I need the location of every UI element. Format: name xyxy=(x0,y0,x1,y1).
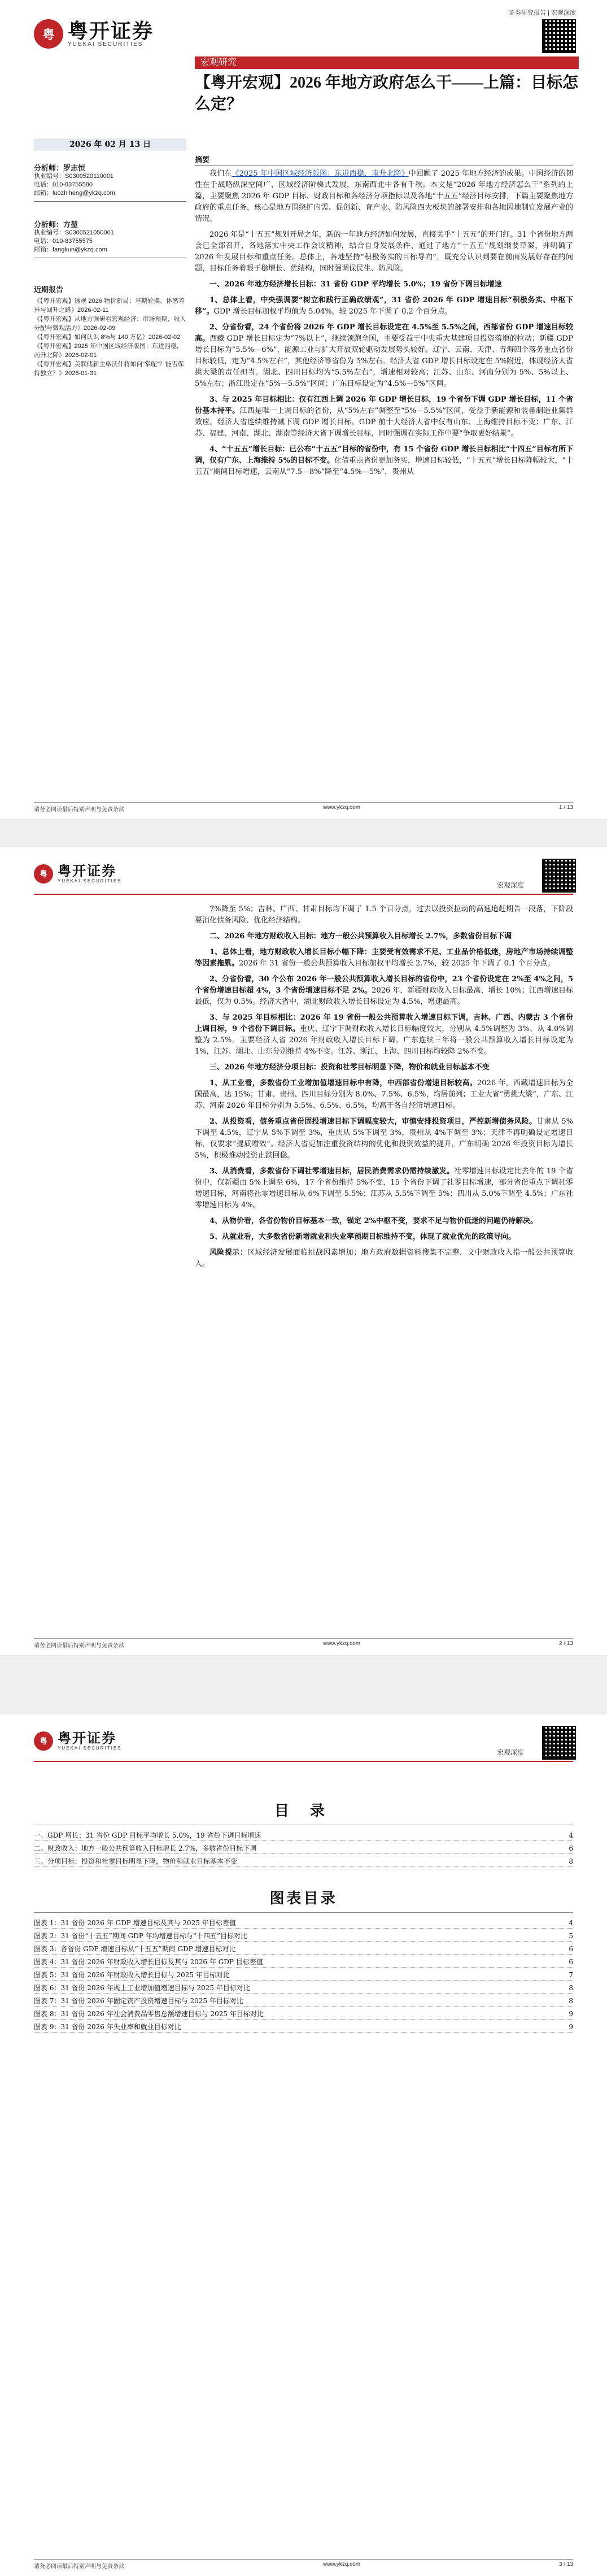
paragraph xyxy=(195,1166,573,1211)
qr-code-icon xyxy=(542,1726,576,1760)
recent-report-link[interactable]: 《【粤开宏观】透视 2026 物价新局：基期轮换、体感差异与回升之路》2026-02-11 xyxy=(34,298,185,314)
figure-entry[interactable] xyxy=(34,2022,573,2033)
toc-entry[interactable] xyxy=(34,1856,573,1867)
figure-entry[interactable] xyxy=(34,1918,573,1929)
analyst-phone: 电话：010-83755580 xyxy=(34,181,93,188)
toc-list xyxy=(34,1830,573,1869)
analyst-phone: 电话：010-83755575 xyxy=(34,238,93,245)
previous-report-link[interactable]: 《2025 年中国区域经济版图：东进西稳，南升北降》 xyxy=(232,169,409,178)
page-number: 2 / 13 xyxy=(558,1641,573,1647)
key-point: 3、从消费看，多数省份下调社零增速目标，居民消费需求仍需持续激发。 xyxy=(209,1167,455,1176)
toc-entry-title: 一、GDP 增长：31 省份 GDP 目标平均增长 5.0%，19 省份下调目标增速 xyxy=(34,1831,261,1839)
page-footer xyxy=(34,2559,573,2570)
figure-entry-title: 图表 7：31 省份 2026 年固定资产投资增速目标与 2025 年目标对比 xyxy=(34,1997,243,2005)
brand-mark-icon: 粤 xyxy=(34,19,63,49)
figure-entry-title: 图表 5：31 省份 2026 年财政收入增长目标与 2025 年目标对比 xyxy=(34,1971,230,1979)
section-heading: 二、2026 年地方财政收入目标：地方一般公共预算收入目标增长 2.7%，多数省份目标下调 xyxy=(209,932,512,941)
footer-website[interactable]: www.ykzq.com xyxy=(322,804,361,811)
paragraph: 2026 年是“十五五”规划开局之年，新的一年地方经济如何发展，直接关乎“十五五”的开门红。31 个省份地方两会已全部召开，各地落实中央工作会议精神，结合自身发展条件，通过了地方“十五五”规划纲要草案，并明确了 2026 年发展目标和重点任务。总体上，各地坚持“积极务实的目标导向”，既充分认识到要在前面发展好存在的问题，目标任务着眼于稳增长、优结构，同时强调保民生、防风险。 xyxy=(195,230,573,273)
paragraph xyxy=(195,444,573,478)
toc-entry[interactable] xyxy=(34,1830,573,1841)
report-title: 【粤开宏观】2026 年地方政府怎么干——上篇：目标怎么定？ xyxy=(195,74,579,113)
section-heading: 三、2026 年地方经济分项目标：投资和社零目标明显下降，物价和就业目标基本不变 xyxy=(209,1063,490,1072)
risk-label: 风险提示： xyxy=(209,1248,248,1257)
analyst-license: 执业编号：S0300521050001 xyxy=(34,229,114,236)
paragraph xyxy=(195,322,573,390)
paragraph xyxy=(195,1216,573,1227)
paragraph-text: 江西是唯一上调目标的省份，从“5%左右”调整至“5%—5.5%”区间，受益于新能源和装备制造业集群效应。经济大省连续维持减下调 GDP 增长目标。GDP 前十大经济大省中仅有山东、上海维持目标不变；广东、江苏、福建、河南、湖北、湖南等经济大省下调增长目标，同时强调在实际工作中要“争取更好结果”。 xyxy=(195,407,573,438)
toc-entry[interactable] xyxy=(34,1843,573,1854)
paragraph xyxy=(195,295,573,317)
key-point: 1、从工业看，多数省份工业增加值增速目标中有降，中西部省份增速目标较高。 xyxy=(209,1079,478,1087)
report-type-meta: 证券研究报告 | 宏观深度 xyxy=(509,10,576,16)
figure-entry-title: 图表 1：31 省份 2026 年 GDP 增速目标及其与 2025 年目标差值 xyxy=(34,1919,236,1927)
intro-text: 中回顾了 2025 年地方经济的成果。中国经济的韧性在于战略纵深空间广、区域经济阶梯式发展，东南西北中各有千秋。本文是“2026 年地方经济怎么干”系列的上篇，主要聚焦 2026 年 GDP 目标、财政目标和各经济分项指标以及各地“十五五”经济目标安排，下篇主要聚焦地方政府的重点任务，核心是地方围绕扩内需、促创新、育产业、防风险四大板块的部署安排和各地因地制宜发展产业的情况。 xyxy=(195,169,573,223)
paragraph-text: 2026 年，新疆财政收入目标最高，增长 10%；江西增速目标最低，仅为 0.5%。经济大省中，湖北财政收入增长目标设定为 4.5%，增速最高。 xyxy=(195,986,574,1006)
footer-disclaimer: 请务必阅读最后特别声明与免责条款 xyxy=(34,2564,124,2570)
key-point: 3、与 2025 年目标相比：2026 年 19 省份一般公共预算收入增速目标下调，吉林、广西、内蒙古 3 个省份上调目标，9 个省份下调目标。 xyxy=(195,1013,573,1033)
paragraph-text: 甘肃从 5%下调至 4.5%，辽宁从 5%下调至 3%，重庆从 5%下调至 3%，贵州从 4%下调至 3%；天津不再明确设定增速目标，仅要求“提质增效”。经济大省更加注重投资结构的优化和投资效益的提升，广东明确 2026 年投资目标为增长 5%，积极推动投资止跌回稳。 xyxy=(195,1117,573,1160)
analyst-name: 分析师：罗志恒 xyxy=(34,164,86,172)
toc-entry-title: 二、财政收入：地方一般公共预算收入目标增长 2.7%，多数省份目标下调 xyxy=(34,1844,257,1852)
footer-disclaimer: 请务必阅读最后特别声明与免责条款 xyxy=(34,807,124,813)
paragraph xyxy=(195,1078,573,1112)
analyst-email[interactable]: 邮箱：fangkun@ykzq.com xyxy=(34,246,107,253)
key-point: 1、总体上看，地方财政收入增长目标小幅下降：主要受有效需求不足、工业品价格低迷，房地产市场持续调整等因素拖累。 xyxy=(195,948,573,968)
figure-entry-page: 5 xyxy=(569,1932,573,1940)
paragraph-text: 2026 年 31 省份一般公共预算收入目标加权平均增长 2.7%，较 2025 年下调了 0.1 个百分点。 xyxy=(239,959,555,968)
paragraph: 7%降至 5%；吉林、广西、甘肃目标均下调了 1.5 个百分点，过去以投资拉动的高速追赶期告一段落，下阶段要消化债务风险、优化经济结构。 xyxy=(195,905,573,925)
recent-reports-heading: 近期报告 xyxy=(34,285,64,294)
figure-entry-title: 图表 6：31 省份 2026 年规上工业增加值增速目标与 2025 年目标对比 xyxy=(34,1984,250,1992)
divider xyxy=(34,201,186,202)
risk-note xyxy=(195,1247,573,1270)
figure-entry-page: 8 xyxy=(569,1984,573,1992)
category-bar: 宏观研究 xyxy=(195,56,579,69)
footer-disclaimer: 请务必阅读最后特别声明与免责条款 xyxy=(34,1643,124,1649)
toc-entry-title: 三、分项目标：投资和社零目标明显下降，物价和就业目标基本不变 xyxy=(34,1857,238,1865)
recent-report-link[interactable]: 《【粤开宏观】如何认识 8%与 140 万亿》2026-02-02 xyxy=(34,334,181,341)
analyst-2 xyxy=(34,220,186,258)
recent-report-link[interactable]: 《【粤开宏观】从地方调研看宏观经济：市场预期、收入分配与微观活力》2026-02-09 xyxy=(34,316,186,332)
page-1 xyxy=(0,0,607,819)
brand-logo xyxy=(34,19,154,49)
page-footer xyxy=(34,802,573,813)
paragraph-text: 西藏 GDP 增长目标定为“7%以上”，继续领跑全国，主要受益于中央重大基建项目投资落地的拉动；新疆 GDP 增长目标为“5.5%—6%”，能源工业与扩大开放双轮驱动发展势头较好。辽宁、云南、天津、青海四个落务重点省份目标较低，定为“4.5%左右”，其他经济等省份为 5%左右。经济大省 GDP 增长目标设定在 5%附近，体现经济大省挑大梁的责任担当。湖北、四川目标均为“5.5%左右”，增速相对较高；江苏、山东、河南分别为 5%、5%以上、5%左右；浙江设定在“5%—5.5%”区间；广东目标设定为“4.5%—5%”区间。 xyxy=(195,334,573,388)
paragraph-text: 重庆、辽宁下调财政收入增长目标幅度较大，分别从 4.5%调整为 3%、从 4.0%调整为 2.5%。主要经济大省 2026 年财政收入增长目标下调。广东连续三年将一般公共预算收入增长目标设定为 1%，江苏、湖北、山东分别维持 4%不变。江苏、浙江、上海、四川目标均较降 2%不变。 xyxy=(195,1025,574,1056)
recent-report-link[interactable]: 《【粤开宏观】2025 年中国区域经济版图：东进西稳，南升北降》2026-02-01 xyxy=(34,343,184,359)
toc-entry-page: 6 xyxy=(569,1844,573,1852)
brand-mark-icon: 粤 xyxy=(34,864,53,884)
figure-entry-page: 6 xyxy=(569,1945,573,1953)
figure-entry-title: 图表 9：31 省份 2026 年失业率和就业目标对比 xyxy=(34,2023,181,2031)
figure-entry-page: 8 xyxy=(569,1997,573,2005)
key-point: 1、总体上看，中央强调要“树立和践行正确政绩观”，31 省份 2026 年 GDP 增速目标“积极务实、中枢下移”。 xyxy=(195,296,573,316)
risk-text: 区域经济发展面临挑战因素增加；地方政府数据资料搜集不完整，文中财政收入指一般公共预算收入。 xyxy=(195,1248,573,1268)
paragraph xyxy=(195,1232,573,1243)
brand-name-en: YUEKAI SECURITIES xyxy=(58,878,122,884)
figure-entry-page: 9 xyxy=(569,2010,573,2018)
page-2-body xyxy=(195,904,573,1274)
key-point: 3、与 2025 年目标相比：仅有江西上调 2026 年 GDP 增长目标，19 个省份下调 GDP 增长目标，11 个省份基本持平。 xyxy=(195,395,573,415)
header-label: 宏观深度 xyxy=(497,1748,525,1756)
page-2 xyxy=(0,847,607,1655)
section-heading: 一、2026 年地方经济增长目标：31 省份 GDP 平均增长 5.0%；19 省份下调目标增速 xyxy=(209,280,502,289)
figure-entry-title: 图表 2：31 省份“十五五”期间 GDP 年均增速目标与“十四五”目标对比 xyxy=(34,1932,247,1940)
brand-name-en: YUEKAI SECURITIES xyxy=(68,41,143,47)
paragraph-text: 2026 年，西藏增速目标为全国最高，达 15%；甘肃、贵州、四川目标分别为 8.0%、7.5%、6.5%，均居前列；工业大省“勇挑大梁”，广东、江苏、河南 2026 年目标分别为 5.5%、6.5%、6.5%，均高于各自经济增速目标。 xyxy=(195,1079,574,1110)
analyst-email[interactable]: 邮箱：luozhiheng@ykzq.com xyxy=(34,190,115,197)
figure-list xyxy=(34,1918,573,2035)
brand-name-cn: 粤开证券 xyxy=(58,1730,116,1746)
figure-entry[interactable] xyxy=(34,2009,573,2020)
brand-name-cn: 粤开证券 xyxy=(68,19,154,42)
brand-name-cn: 粤开证券 xyxy=(58,863,116,879)
figure-entry-page: 6 xyxy=(569,1958,573,1966)
recent-reports xyxy=(34,285,186,378)
intro-paragraph xyxy=(195,168,573,225)
key-point: 4、从物价看，各省份物价目标基本一致，锚定 2%中枢不变，要求不足与物价低迷的问题仍待解决。 xyxy=(209,1217,538,1225)
figure-entry-page: 4 xyxy=(569,1919,573,1927)
analyst-1 xyxy=(34,164,186,202)
header-rule xyxy=(34,1761,573,1762)
figure-entry-page: 9 xyxy=(569,2023,573,2031)
brand-name-en: YUEKAI SECURITIES xyxy=(58,1745,122,1751)
abstract-heading: 摘要 xyxy=(195,154,573,166)
recent-report-link[interactable]: 《【粤开宏观】美联储新主席沃什将如何“掌舵”？能否保持独立？》2026-01-31 xyxy=(34,361,184,377)
paragraph xyxy=(195,1012,573,1058)
toc-title: 目 录 xyxy=(274,1803,333,1820)
analyst-name: 分析师：方堃 xyxy=(34,220,78,229)
paragraph-text: GDP 增长目标加权平均值为 5.04%，较 2025 年下调了 0.2 个百分点。 xyxy=(213,307,452,316)
key-point: 2、分省份看，30 个公布 2026 年一般公共预算收入增长目标的省份中，23 个省份设定在 2%至 4%之间，5 个省份增速目标超 4%，3 个省份增速目标不足 2%。 xyxy=(195,975,573,995)
paragraph-text: 社零增速目标设定比去年的 19 个省份中，仅新疆由 5%上调至 6%，17 个省份维持 5%不变，15 个省份下调了社零目标增速，部分省份重点下调社零增速目标，河南将社零增速目标从 6%下调至 5.5%；江苏从 5.5%下调至 5%；四川从 5.0%下调至 4.5%；广东社零增速目标为 4%。 xyxy=(195,1167,574,1209)
paragraph xyxy=(195,974,573,1008)
figure-list-title: 图表目录 xyxy=(269,1890,338,1907)
paragraph xyxy=(195,947,573,969)
figure-entry[interactable] xyxy=(34,1983,573,1994)
figure-entry-title: 图表 3：各省份 GDP 增速目标从“十五五”期间 GDP 增速目标对比 xyxy=(34,1945,236,1953)
key-point: 4、“十五五”增长目标：已公布“十五五”目标的省份中，有 15 个省份 GDP 增长目标相比“十四五”目标有所下调，仅有广东、上海维持 5%的目标不变。 xyxy=(195,445,573,465)
abstract-body xyxy=(195,168,573,482)
figure-entry[interactable] xyxy=(34,1957,573,1968)
paragraph xyxy=(195,1116,573,1161)
page-footer xyxy=(34,1638,573,1649)
brand-mark-icon: 粤 xyxy=(34,1731,53,1751)
figure-entry[interactable] xyxy=(34,1970,573,1981)
key-point: 5、从就业看，大多数省份新增就业和失业率预期目标维持不变，体现了就业优先的政策导向。 xyxy=(209,1233,516,1241)
analyst-license: 执业编号：S0300520110001 xyxy=(34,173,114,180)
divider xyxy=(34,1912,573,1913)
figure-entry[interactable] xyxy=(34,1996,573,2007)
paragraph-text: 化债重点省份更加务实，增速目标较低，“十五五”增长目标降幅较大，“十五五”期间目标增速，云南从“7.5—8%”降至“4.5%—5%”，贵州从 xyxy=(195,456,573,476)
page-3 xyxy=(0,1715,607,2576)
footer-website[interactable]: www.ykzq.com xyxy=(322,2561,361,2568)
figure-entry-title: 图表 4：31 省份 2026 年财政收入增长目标及其与 2026 年 GDP 目标差值 xyxy=(34,1958,263,1966)
page-number: 3 / 13 xyxy=(558,2561,573,2568)
figure-entry[interactable] xyxy=(34,1944,573,1955)
key-point: 2、分省份看，24 个省份将 2026 年 GDP 增长目标设定在 4.5%至 5.5%之间，西部省份 GDP 增速目标较高。 xyxy=(195,323,573,343)
paragraph xyxy=(195,394,573,440)
figure-entry[interactable] xyxy=(34,1931,573,1942)
footer-website[interactable]: www.ykzq.com xyxy=(322,1641,361,1647)
header-label: 宏观深度 xyxy=(497,881,525,889)
qr-code-icon xyxy=(542,859,576,893)
toc-entry-page: 8 xyxy=(569,1857,573,1865)
brand-logo xyxy=(34,1731,122,1751)
qr-code-icon xyxy=(542,19,576,53)
figure-entry-title: 图表 8：31 省份 2026 年社会消费品零售总额增速目标与 2025 年目标对比 xyxy=(34,2010,264,2018)
toc-entry-page: 4 xyxy=(569,1831,573,1839)
header-rule xyxy=(34,894,573,895)
brand-logo xyxy=(34,864,122,884)
intro-text: 我们在 xyxy=(209,169,232,178)
key-point: 2、从投资看，债务重点省份固投增速目标下调幅度较大，审慎安排投资项目，严控新增债务风险。 xyxy=(209,1117,537,1126)
figure-entry-page: 7 xyxy=(569,1971,573,1979)
report-date: 2026 年 02 月 13 日 xyxy=(34,138,186,151)
page-number: 1 / 13 xyxy=(558,804,573,811)
